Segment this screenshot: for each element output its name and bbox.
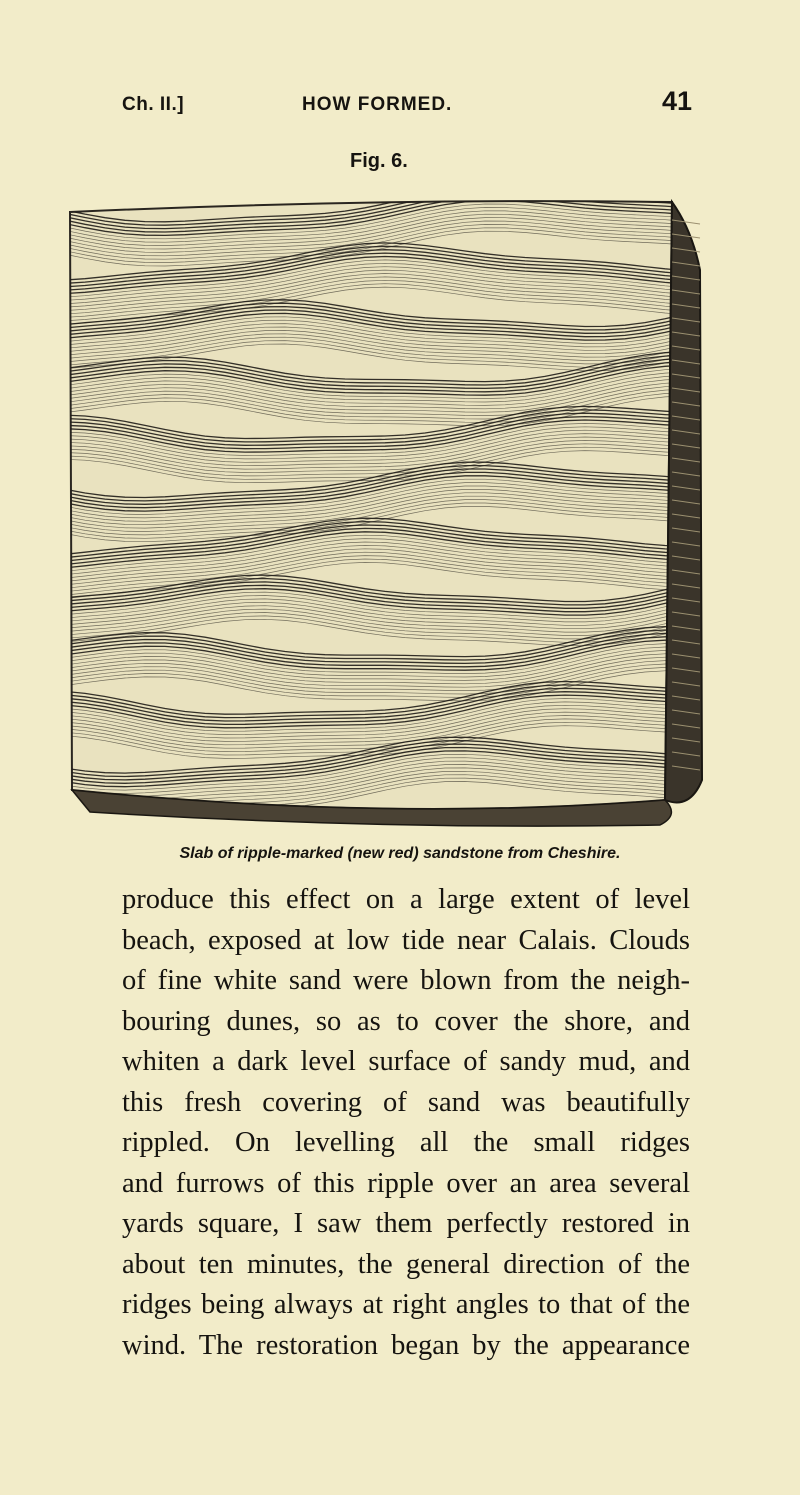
sandstone-slab-engraving <box>60 190 710 830</box>
text-line: bouring dunes, so as to cover the shore, and <box>122 1005 690 1037</box>
text-line: of fine white sand were blown from the neigh- <box>122 965 690 996</box>
slab-illustration <box>60 190 710 830</box>
text-line: this fresh covering of sand was beautifully <box>122 1086 690 1118</box>
figure-caption: Slab of ripple-marked (new red) sandstone from Cheshire. <box>179 845 621 862</box>
page-number: 41 <box>661 86 692 116</box>
text-line: whiten a dark level surface of sandy mud, and <box>122 1046 690 1077</box>
text-line: ridges being always at right angles to that of the <box>122 1289 690 1320</box>
running-head <box>122 86 692 126</box>
text-line: wind. The restoration began by the appearance <box>122 1329 690 1361</box>
text-line: about ten minutes, the general direction of the <box>122 1248 690 1280</box>
text-line: rippled. On levelling all the small ridges <box>122 1127 690 1158</box>
text-line: and furrows of this ripple over an area several <box>122 1167 690 1199</box>
figure-label: Fig. 6. <box>350 150 408 172</box>
text-line: produce this effect on a large extent of level <box>122 884 690 915</box>
running-title: HOW FORMED. <box>302 94 453 115</box>
chapter-marker: Ch. II.] <box>122 94 185 115</box>
text-line: yards square, I saw them perfectly restored in <box>122 1208 690 1239</box>
body-paragraph <box>122 880 690 1366</box>
text-line: beach, exposed at low tide near Calais. Clouds <box>122 924 690 956</box>
